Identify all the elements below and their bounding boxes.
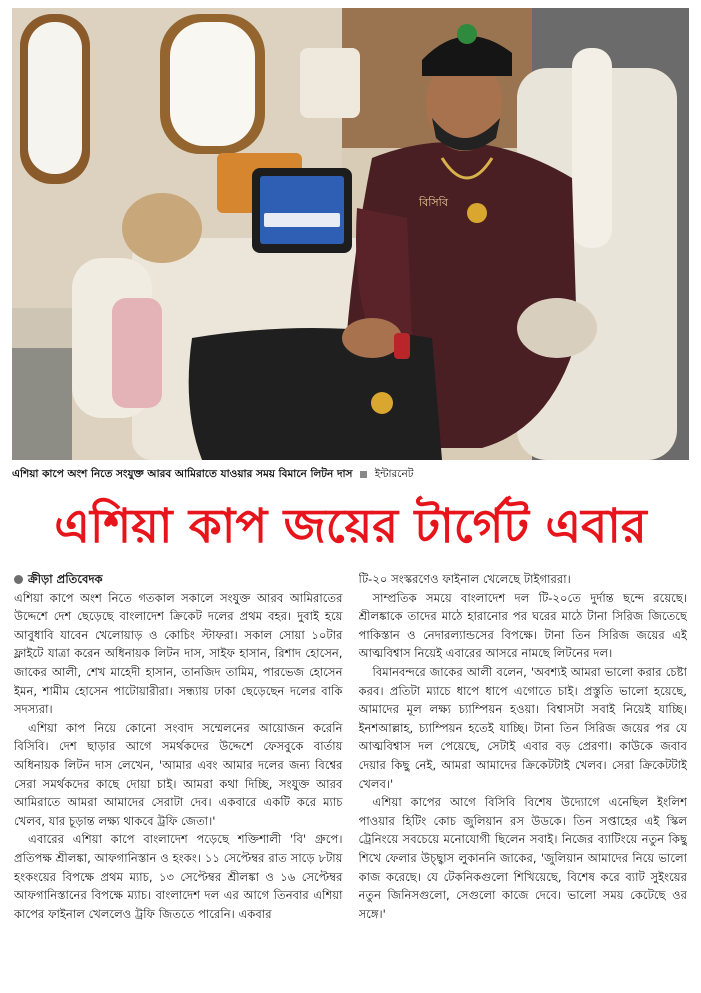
article-column-left <box>14 570 343 988</box>
paragraph: এবারের এশিয়া কাপে বাংলাদেশ পড়েছে শক্তিশালী 'বি' গ্রুপে। প্রতিপক্ষ শ্রীলঙ্কা, আফগানিস্তান ও হংকং। ১১ সেপ্টেম্বর রাত সাড়ে ৮টায় হংকংয়ের বিপক্ষে প্রথম ম্যাচ, ১৩ সেপ্টেম্বর শ্রীলঙ্কা ও ১৬ সেপ্টেম্বর আফগানিস্তানের বিপক্ষে ম্যাচ। বাংলাদেশ দল এর আগে তিনবার এশিয়া কাপের ফাইনাল খেললেও ট্রফি জিততে পারেনি। একবার <box>14 832 343 921</box>
paragraph: এশিয়া কাপে অংশ নিতে গতকাল সকালে সংযুক্ত আরব আমিরাতের উদ্দেশে দেশ ছেড়েছে বাংলাদেশ ক্রিকেট দলের প্রথম বহর। দুবাই হয়ে আবুধাবি যাবেন খেলোয়াড় ও কোচিং স্টাফরা। সকাল সোয়া ১০টার ফ্লাইটে যাত্রা করেন অধিনায়ক লিটন দাস, সাইফ হাসান, রিশাদ হোসেন, জাকের আলী, শেখ মাহেদী হাসান, তানজিদ তামিম, পারভেজ হোসেন ইমন, শামীম হোসেন পাটোয়ারীরা। সন্ধ্যায় ঢাকা ছেড়েছেন দলের বাকি সদস্যরা। <box>14 590 343 717</box>
byline <box>14 570 343 589</box>
caption-source: ইন্টারনেট <box>374 468 414 480</box>
article-photo <box>12 8 689 460</box>
paragraph: বিমানবন্দরে জাকের আলী বলেন, 'অবশ্যই আমরা ভালো করার চেষ্টা করব। প্রতিটা ম্যাচে ধাপে ধাপে এগোতে চাই। প্রস্তুতি ভালো হয়েছে, আমাদের মূল লক্ষ্য চ্যাম্পিয়ন হওয়া। বিশ্বাসটা সবাই নিয়েই যাচ্ছি। ইনশআল্লাহ, চ্যাম্পিয়ন হতেই যাচ্ছি। টানা তিন সিরিজ জয়ের পর যে আত্মবিশ্বাস দল পেয়েছে, সেটাই এবার বড় প্রেরণা। কাউকে জবাব দেয়ার কিছু নেই, আমরা আমাদের ক্রিকেটটাই খেলব। সেরা ক্রিকেটটাই খেলব।' <box>358 664 687 791</box>
byline-bullet-icon <box>14 575 23 584</box>
article-body <box>14 570 687 988</box>
paragraph: টি-২০ সংস্করণেও ফাইনাল খেলেছে টাইগাররা। <box>358 572 571 586</box>
photo-caption <box>12 464 689 484</box>
photo-player-in-airplane-seat <box>12 8 689 460</box>
jersey-text: বিসিবি <box>419 196 448 209</box>
article-column-right <box>359 570 688 988</box>
paragraph: সাম্প্রতিক সময়ে বাংলাদেশ দল টি-২০তে দুর্দান্ত ছন্দে রয়েছে। শ্রীলঙ্কাকে তাদের মাঠে হারানোর পর ঘরের মাঠে টানা সিরিজ জিতেছে পাকিস্তান ও নেদারল্যান্ডসের বিপক্ষে। টানা তিন সিরিজ জয়ের এই আত্মবিশ্বাস নিয়েই এবারের আসরে নামছে লিটনের দল। <box>358 590 687 661</box>
byline-text: ক্রীড়া প্রতিবেদক <box>28 572 103 586</box>
paragraph: এশিয়া কাপের আগে বিসিবি বিশেষ উদ্যোগে এনেছিল ইংলিশ পাওয়ার হিটিং কোচ জুলিয়ান রস উডকে। তিন সপ্তাহের এই স্কিল ট্রেনিংয়ে সবচেয়ে মনোযোগী ছিলেন সবাই। নিজের ব্যাটিংয়ে নতুন কিছু শিখে ফেলার উচ্ছ্বাস লুকাননি জাকের, 'জুলিয়ান আমাদের নিয়ে ভালো কাজ করেছে। যে টেকনিকগুলো শিখিয়েছে, বিশেষ করে ব্যাট সুইংয়ের নতুন জিনিসগুলো, সেগুলো কাজে দেবে। ভালো সময় কেটেছে ওর সঙ্গে।' <box>358 795 687 921</box>
separator-square-icon <box>360 471 367 478</box>
caption-text: এশিয়া কাপে অংশ নিতে সংযুক্ত আরব আমিরাতে যাওয়ার সময় বিমানে লিটন দাস <box>12 468 353 480</box>
headline: এশিয়া কাপ জয়ের টার্গেট এবার <box>54 499 647 554</box>
paragraph: এশিয়া কাপ নিয়ে কোনো সংবাদ সম্মেলনের আয়োজন করেনি বিসিবি। দেশ ছাড়ার আগে সমর্থকদের উদ্দেশে ফেসবুকে বার্তায় অধিনায়ক লিটন দাস লেখেন, 'আমার এবং আমার দলের জন্য বিশ্বের সেরা সমর্থকদের কাছে দোয়া চাই। আমরা কথা দিচ্ছি, সংযুক্ত আরব আমিরাতে আমরা আমাদের সেরাটা দেব। একবারে একটি করে ম্যাচ খেলব, যার চূড়ান্ত লক্ষ্য থাকবে ট্রফি জেতা।' <box>14 720 343 828</box>
